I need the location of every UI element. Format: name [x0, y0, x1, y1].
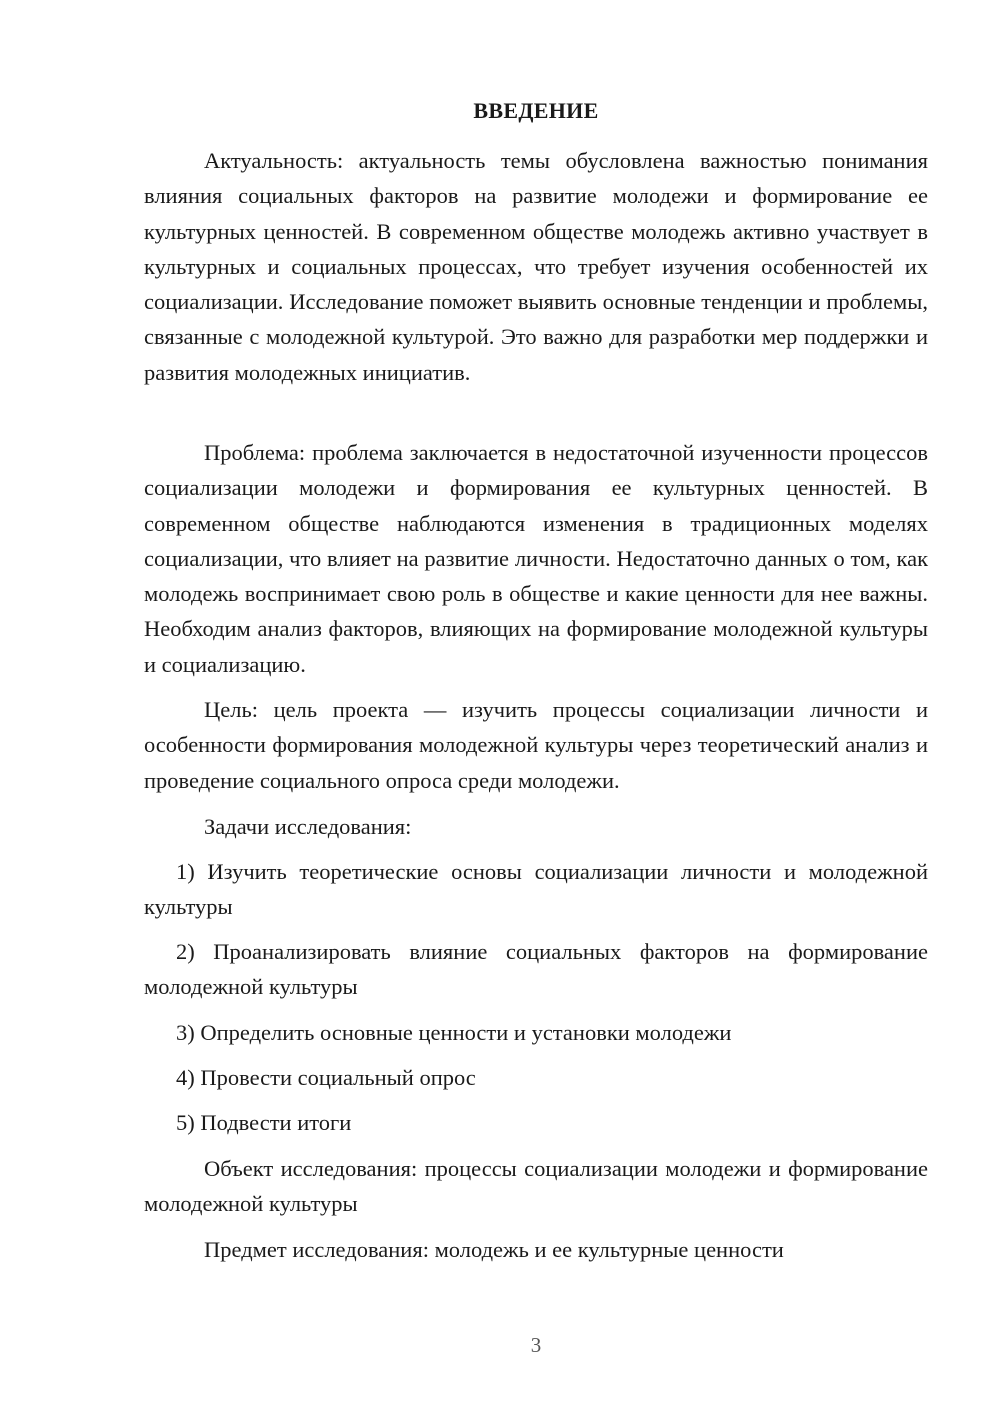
task-item-5: 5) Подвести итоги [176, 1110, 352, 1135]
task-item-1: 1) Изучить теоретические основы социализации личности и молодежной культуры [144, 859, 928, 920]
subject-paragraph: Предмет исследования: молодежь и ее культурные ценности [204, 1237, 784, 1262]
task-item-4: 4) Провести социальный опрос [176, 1065, 476, 1090]
tasks-heading: Задачи исследования: [204, 814, 412, 839]
section-title: ВВЕДЕНИЕ [473, 98, 599, 123]
problem-paragraph: Проблема: проблема заключается в недостаточной изученности процессов социализации молодежи и формирования ее культурных ценностей. В современном обществе наблюдаются изменения в традиционных моделях социализации, что влияет на развитие личности. Недостаточно данных о том, как молодежь воспринимает свою роль в обществе и какие ценности для нее важны. Необходим анализ факторов, влияющих на формирование молодежной культуры и социализацию. [144, 440, 928, 677]
page-number: 3 [530, 1333, 542, 1357]
goal-paragraph: Цель: цель проекта — изучить процессы социализации личности и особенности формирования молодежной культуры через теоретический анализ и проведение социального опроса среди молодежи. [144, 697, 928, 793]
object-paragraph: Объект исследования: процессы социализации молодежи и формирование молодежной культуры [144, 1156, 928, 1217]
task-item-2: 2) Проанализировать влияние социальных факторов на формирование молодежной культуры [144, 939, 928, 1000]
relevance-paragraph: Актуальность: актуальность темы обусловлена важностью понимания влияния социальных факторов на развитие молодежи и формирование ее культурных ценностей. В современном обществе молодежь активно участвует в культурных и социальных процессах, что требует изучения особенностей их социализации. Исследование поможет выявить основные тенденции и проблемы, связанные с молодежной культурой. Это важно для разработки мер поддержки и развития молодежных инициатив. [144, 148, 928, 385]
task-item-3: 3) Определить основные ценности и установки молодежи [176, 1020, 732, 1045]
